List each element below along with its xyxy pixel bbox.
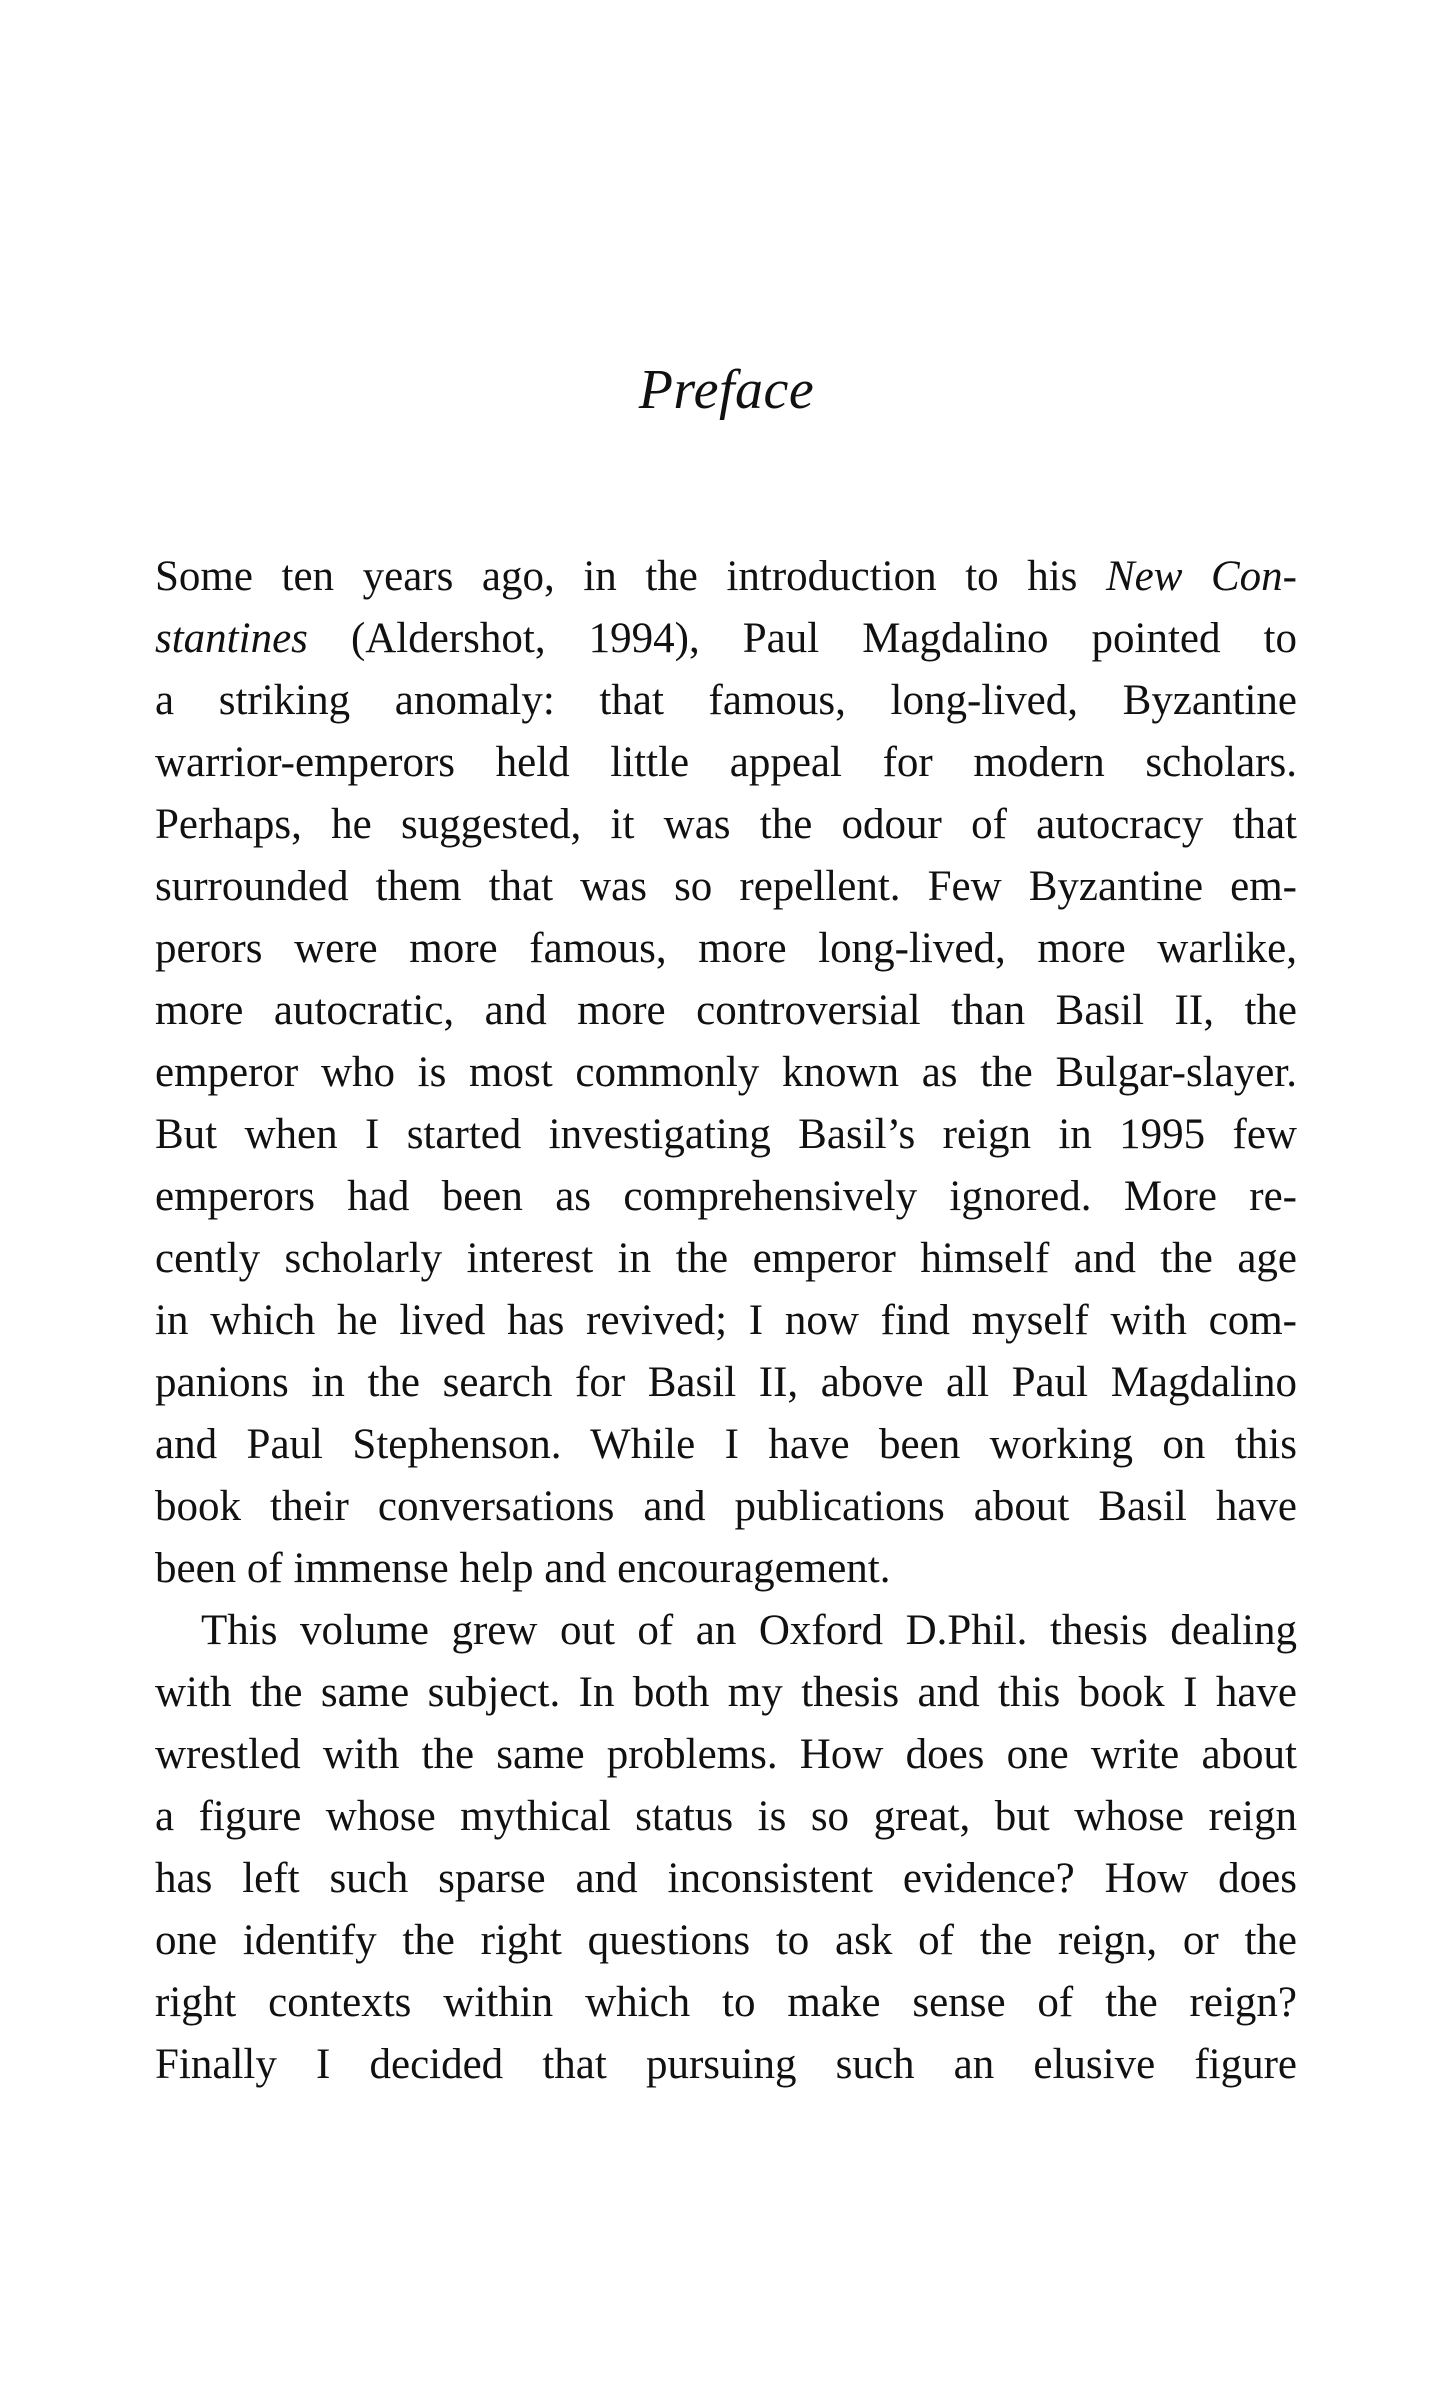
text-line: stantines (Aldershot, 1994), Paul Magdalino pointed to [155, 615, 1297, 662]
text-line: with the same subject. In both my thesis and this book I have [155, 1669, 1297, 1716]
text-line: and Paul Stephenson. While I have been working on this [155, 1421, 1297, 1468]
body-text [155, 546, 1297, 2096]
text-line: wrestled with the same problems. How does one write about [155, 1731, 1297, 1778]
text-line: perors were more famous, more long-lived, more warlike, [155, 925, 1297, 972]
text-line: This volume grew out of an Oxford D.Phil. thesis dealing [201, 1607, 1297, 1654]
text-line: more autocratic, and more controversial than Basil II, the [155, 987, 1297, 1034]
text-line: has left such sparse and inconsistent evidence? How does [155, 1855, 1297, 1902]
text-line: a striking anomaly: that famous, long-lived, Byzantine [155, 677, 1297, 724]
page-title: Preface [638, 359, 815, 421]
text-line: in which he lived has revived; I now find myself with com- [155, 1297, 1297, 1344]
paragraph-1 [155, 546, 1297, 1600]
text-line: right contexts within which to make sense of the reign? [155, 1979, 1297, 2026]
text-line: a figure whose mythical status is so great, but whose reign [155, 1793, 1297, 1840]
text-line: cently scholarly interest in the emperor himself and the age [155, 1235, 1297, 1282]
text-line: Perhaps, he suggested, it was the odour of autocracy that [155, 801, 1297, 848]
text-line: emperor who is most commonly known as the Bulgar-slayer. [155, 1049, 1297, 1096]
text-line: book their conversations and publications about Basil have [155, 1483, 1297, 1530]
text-line: Finally I decided that pursuing such an elusive figure [155, 2041, 1297, 2088]
text-line: surrounded them that was so repellent. Few Byzantine em- [155, 863, 1297, 910]
paragraph-2 [155, 1600, 1297, 2096]
text-line: one identify the right questions to ask of the reign, or the [155, 1917, 1297, 1964]
text-line: warrior-emperors held little appeal for modern scholars. [155, 739, 1297, 786]
text-line: But when I started investigating Basil’s reign in 1995 few [155, 1111, 1297, 1158]
text-line: emperors had been as comprehensively ignored. More re- [155, 1173, 1297, 1220]
text-line: Some ten years ago, in the introduction to his New Con- [155, 553, 1298, 600]
text-line: panions in the search for Basil II, above all Paul Magdalino [155, 1359, 1297, 1406]
text-line: been of immense help and encouragement. [155, 1545, 891, 1592]
